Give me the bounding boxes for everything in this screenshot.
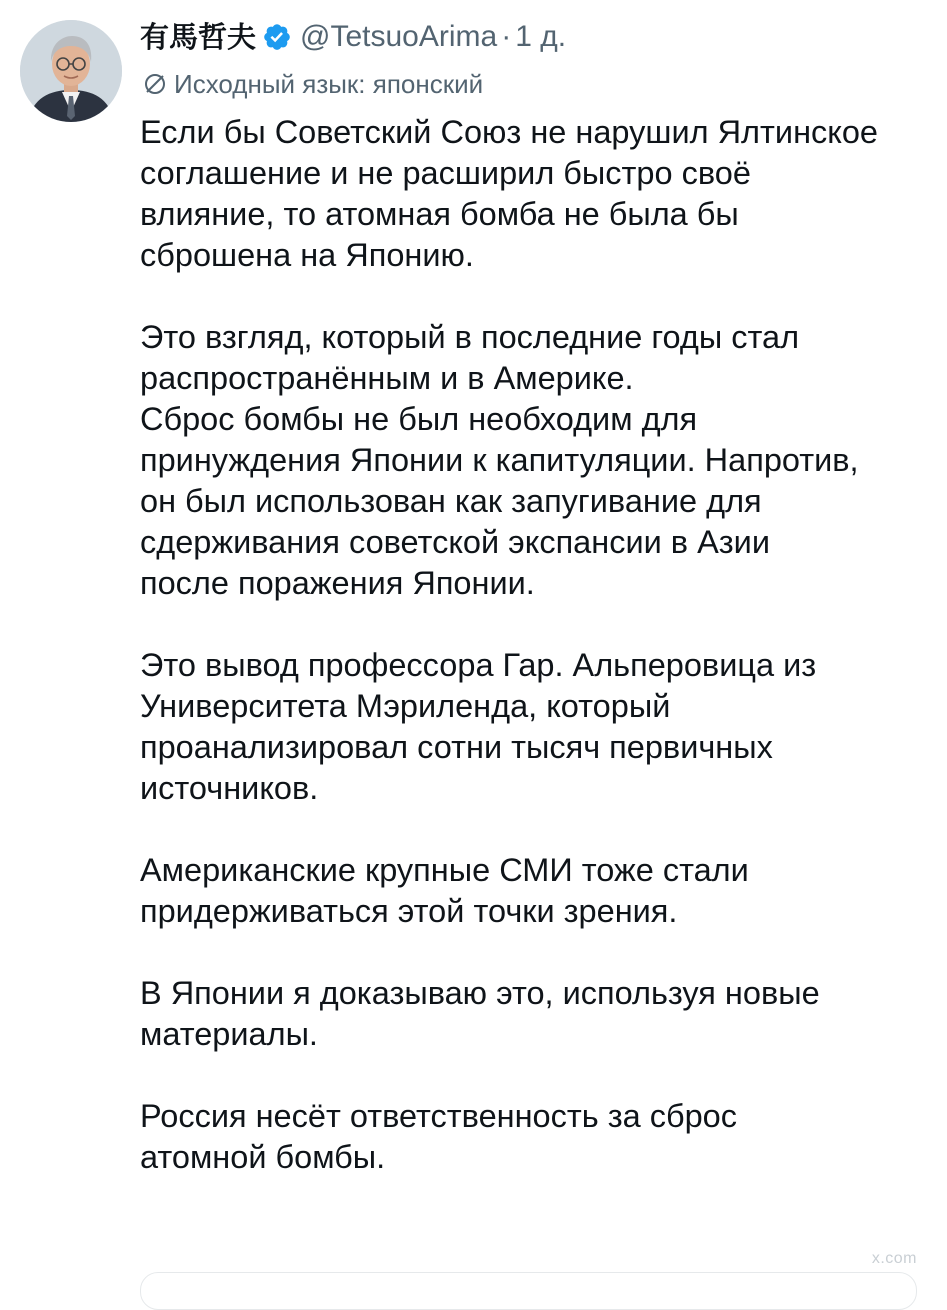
tweet-paragraph: Американские крупные СМИ тоже стали придерживаться этой точки зрения. bbox=[140, 852, 749, 929]
translation-note-label: Исходный язык: японский bbox=[174, 68, 484, 99]
translation-note[interactable] bbox=[142, 64, 483, 104]
tweet-paragraph: Это взгляд, который в последние годы стал распространённым и в Америке. Сброс бомбы не был необходим для принуждения Японии к капитуляции. Напротив, он был использован как запугивание для сдерживания советской экспансии в Азии после поражения Японии. bbox=[140, 319, 859, 601]
card-edge bbox=[140, 1272, 917, 1310]
tweet-paragraph: В Японии я доказываю это, используя новые материалы. bbox=[140, 975, 820, 1052]
avatar[interactable] bbox=[20, 20, 122, 122]
display-name[interactable]: 有馬哲夫 bbox=[140, 20, 257, 54]
separator-dot: · bbox=[501, 20, 512, 53]
tweet-text bbox=[140, 112, 930, 1178]
tweet-header bbox=[140, 14, 566, 60]
verified-badge-icon bbox=[262, 22, 292, 52]
user-handle[interactable]: @TetsuoArima bbox=[300, 20, 498, 53]
watermark: x.com bbox=[871, 1250, 917, 1267]
tweet-paragraph: Россия несёт ответственность за сброс атомной бомбы. bbox=[140, 1098, 737, 1175]
translate-icon bbox=[142, 71, 168, 97]
tweet-paragraph: Если бы Советский Союз не нарушил Ялтинское соглашение и не расширил быстро своё влияние, то атомная бомба не была бы сброшена на Японию. bbox=[140, 114, 878, 273]
timestamp[interactable]: 1 д. bbox=[515, 20, 567, 53]
tweet-paragraph: Это вывод профессора Гар. Альперовица из Университета Мэриленда, который проанализировал сотни тысяч первичных источников. bbox=[140, 647, 817, 806]
